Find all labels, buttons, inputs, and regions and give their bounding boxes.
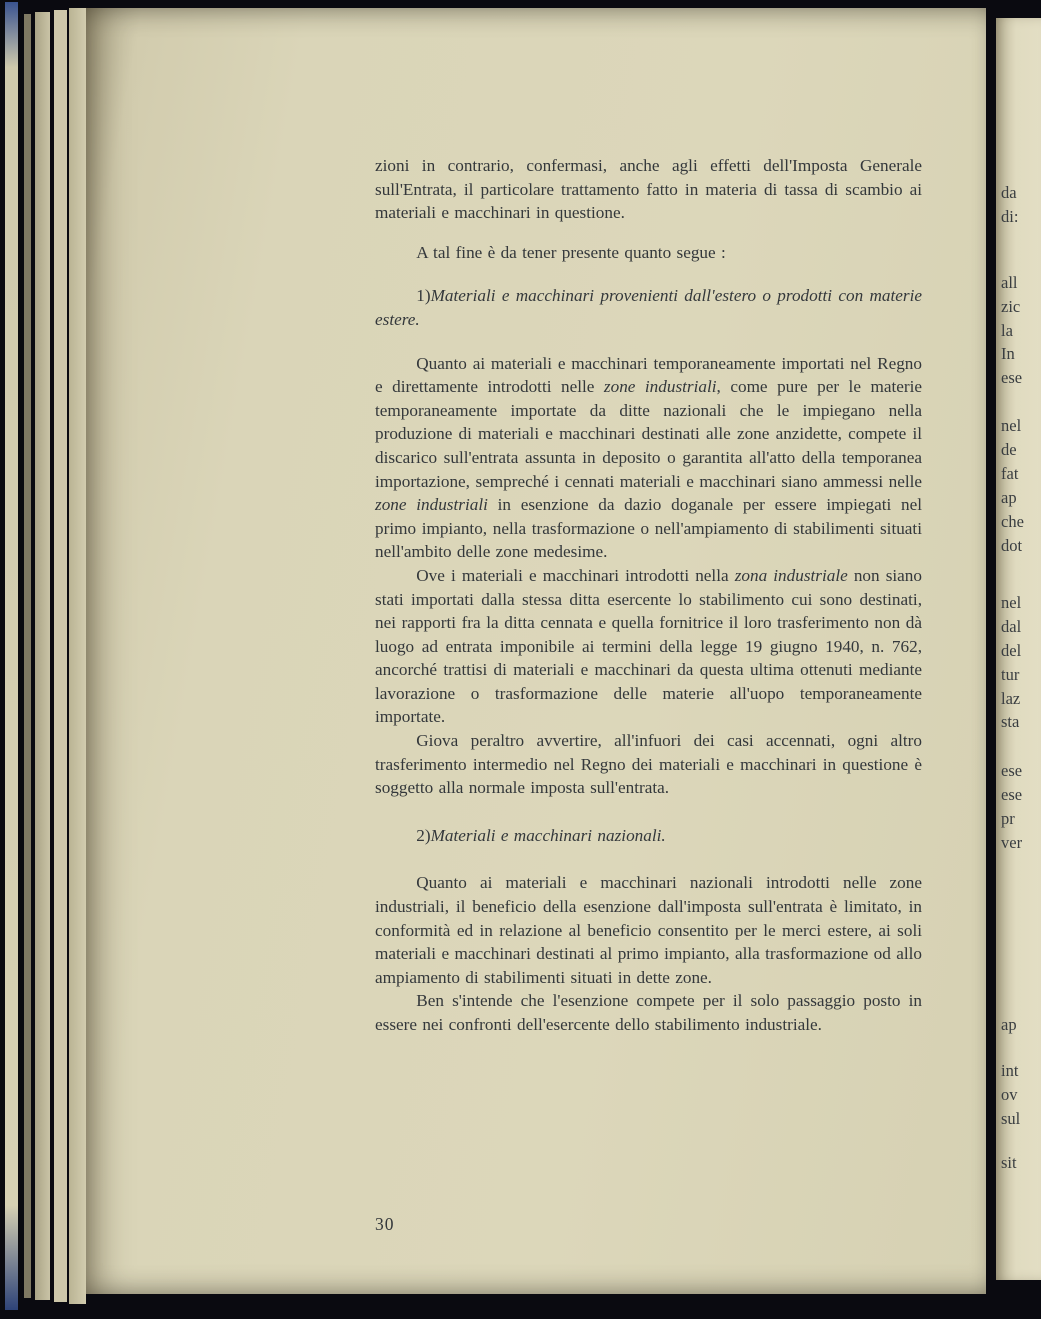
- cutoff-text-line: ese: [1001, 785, 1023, 804]
- section-heading-1: [375, 284, 922, 331]
- cutoff-text-line: zic: [1001, 297, 1021, 316]
- cutoff-text-line: laz: [1001, 689, 1021, 708]
- cutoff-text-line: int: [1001, 1061, 1019, 1080]
- cutoff-text-line: ap: [1001, 1015, 1017, 1034]
- cutoff-text-line: fat: [1001, 464, 1019, 483]
- text-run: , come pure per le materie temporaneamente importate da ditte nazionali che le impiegano nella produzione di materiali e macchinari destinati alle zone anzidette, compete il discarico sull'entrata assunta in deposito o garantita all'atto della temporanea importazione, sempreché i cennati materiali e macchinari siano ammessi nelle: [375, 377, 922, 491]
- cutoff-text-line: ov: [1001, 1085, 1018, 1104]
- adjacent-page-edge: [996, 18, 1041, 1280]
- text-run: in esenzione da dazio doganale per essere impiegati nel primo impianto, nella trasformazione o nell'ampiamento di stabilimenti situati nell'ambito delle zone medesime.: [375, 495, 922, 562]
- book-page-edge: [24, 14, 31, 1298]
- cutoff-text-line: ap: [1001, 488, 1017, 507]
- cutoff-text-line: dal: [1001, 617, 1022, 636]
- cutoff-text-line: all: [1001, 273, 1018, 292]
- paragraph: [375, 352, 922, 564]
- heading-number: 1): [416, 286, 431, 306]
- text-run: non siano stati importati dalla stessa ditta esercente lo stabilimento cui sono destinati, nei rapporti fra la ditta cennata e quella fornitrice il loro trasferimento non dà luogo ad entrata imponibile ai termini della legge 19 giugno 1940, n. 762, ancorché trattisi di materiali e macchinari da questa ultima ottenuti mediante lavorazione o trasformazione delle materie all'uopo temporaneamente importate.: [375, 565, 922, 727]
- cutoff-text-line: che: [1001, 512, 1024, 531]
- cutoff-text-line: la: [1001, 321, 1013, 340]
- cutoff-text-line: sit: [1001, 1153, 1017, 1172]
- cutoff-text-line: sul: [1001, 1109, 1021, 1128]
- heading-text: Materiali e macchinari nazionali.: [430, 825, 666, 845]
- cutoff-text-line: ver: [1001, 833, 1023, 852]
- paragraph: Quanto ai materiali e macchinari nazionali introdotti nelle zone industriali, il beneficio della esenzione dall'imposta sull'entrata è limitato, in conformità ed in relazione al beneficio consentito per le merci estere, ai soli materiali e macchinari destinati al primo impianto, alla trasformazione od allo ampiamento di stabilimenti situati in dette zone.: [375, 873, 922, 987]
- text-run: Quanto ai materiali e macchinari temporaneamente importati nel Regno e direttamente introdotti nelle: [375, 353, 922, 397]
- paragraph-continuation: zioni in contrario, confermasi, anche agli effetti dell'Imposta Generale sull'Entrata, il particolare trattamento fatto in materia di tassa di scambio ai materiali e macchinari in questione.: [375, 156, 922, 223]
- cutoff-text-line: nel: [1001, 416, 1022, 435]
- text-run-italic: zona industriale: [734, 565, 848, 585]
- cutoff-text-line: ese: [1001, 368, 1023, 387]
- cutoff-text-line: In: [1001, 344, 1015, 363]
- page-number: 30: [375, 1214, 395, 1234]
- cutoff-text-line: di:: [1001, 207, 1019, 226]
- section-heading-2: [375, 824, 922, 848]
- cutoff-text-line: dot: [1001, 536, 1023, 555]
- page-text-block: [375, 154, 922, 1037]
- book-page-edge: [54, 10, 67, 1302]
- heading-number: 2): [416, 825, 431, 845]
- paragraph: [375, 564, 922, 729]
- paragraph: Ben s'intende che l'esenzione compete per il solo passaggio posto in essere nei confronti dell'esercente dello stabilimento industriale.: [375, 991, 922, 1034]
- heading-text: Materiali e macchinari provenienti dall'estero o prodotti con materie estere.: [375, 286, 922, 329]
- cutoff-text-line: del: [1001, 641, 1022, 660]
- cutoff-text-line: da: [1001, 183, 1017, 202]
- cutoff-text-line: de: [1001, 440, 1017, 459]
- book-page-edge: [69, 8, 86, 1304]
- text-run: Ove i materiali e macchinari introdotti nella: [416, 565, 735, 585]
- book-page: [86, 8, 986, 1294]
- book-page-edge: [5, 2, 18, 1310]
- cutoff-text-line: pr: [1001, 809, 1015, 828]
- book-page-edge: [35, 12, 50, 1300]
- cutoff-text-line: sta: [1001, 712, 1020, 731]
- paragraph: A tal fine è da tener presente quanto segue :: [416, 242, 726, 262]
- paragraph: Giova peraltro avvertire, all'infuori dei casi accennati, ogni altro trasferimento intermedio nel Regno dei materiali e macchinari in questione è soggetto alla normale imposta sull'entrata.: [375, 731, 922, 798]
- cutoff-text-line: ese: [1001, 761, 1023, 780]
- text-run-italic: zone industriali: [603, 377, 717, 397]
- cutoff-text-line: tur: [1001, 665, 1020, 684]
- text-run-italic: zone industriali: [375, 495, 488, 515]
- cutoff-text-line: nel: [1001, 593, 1022, 612]
